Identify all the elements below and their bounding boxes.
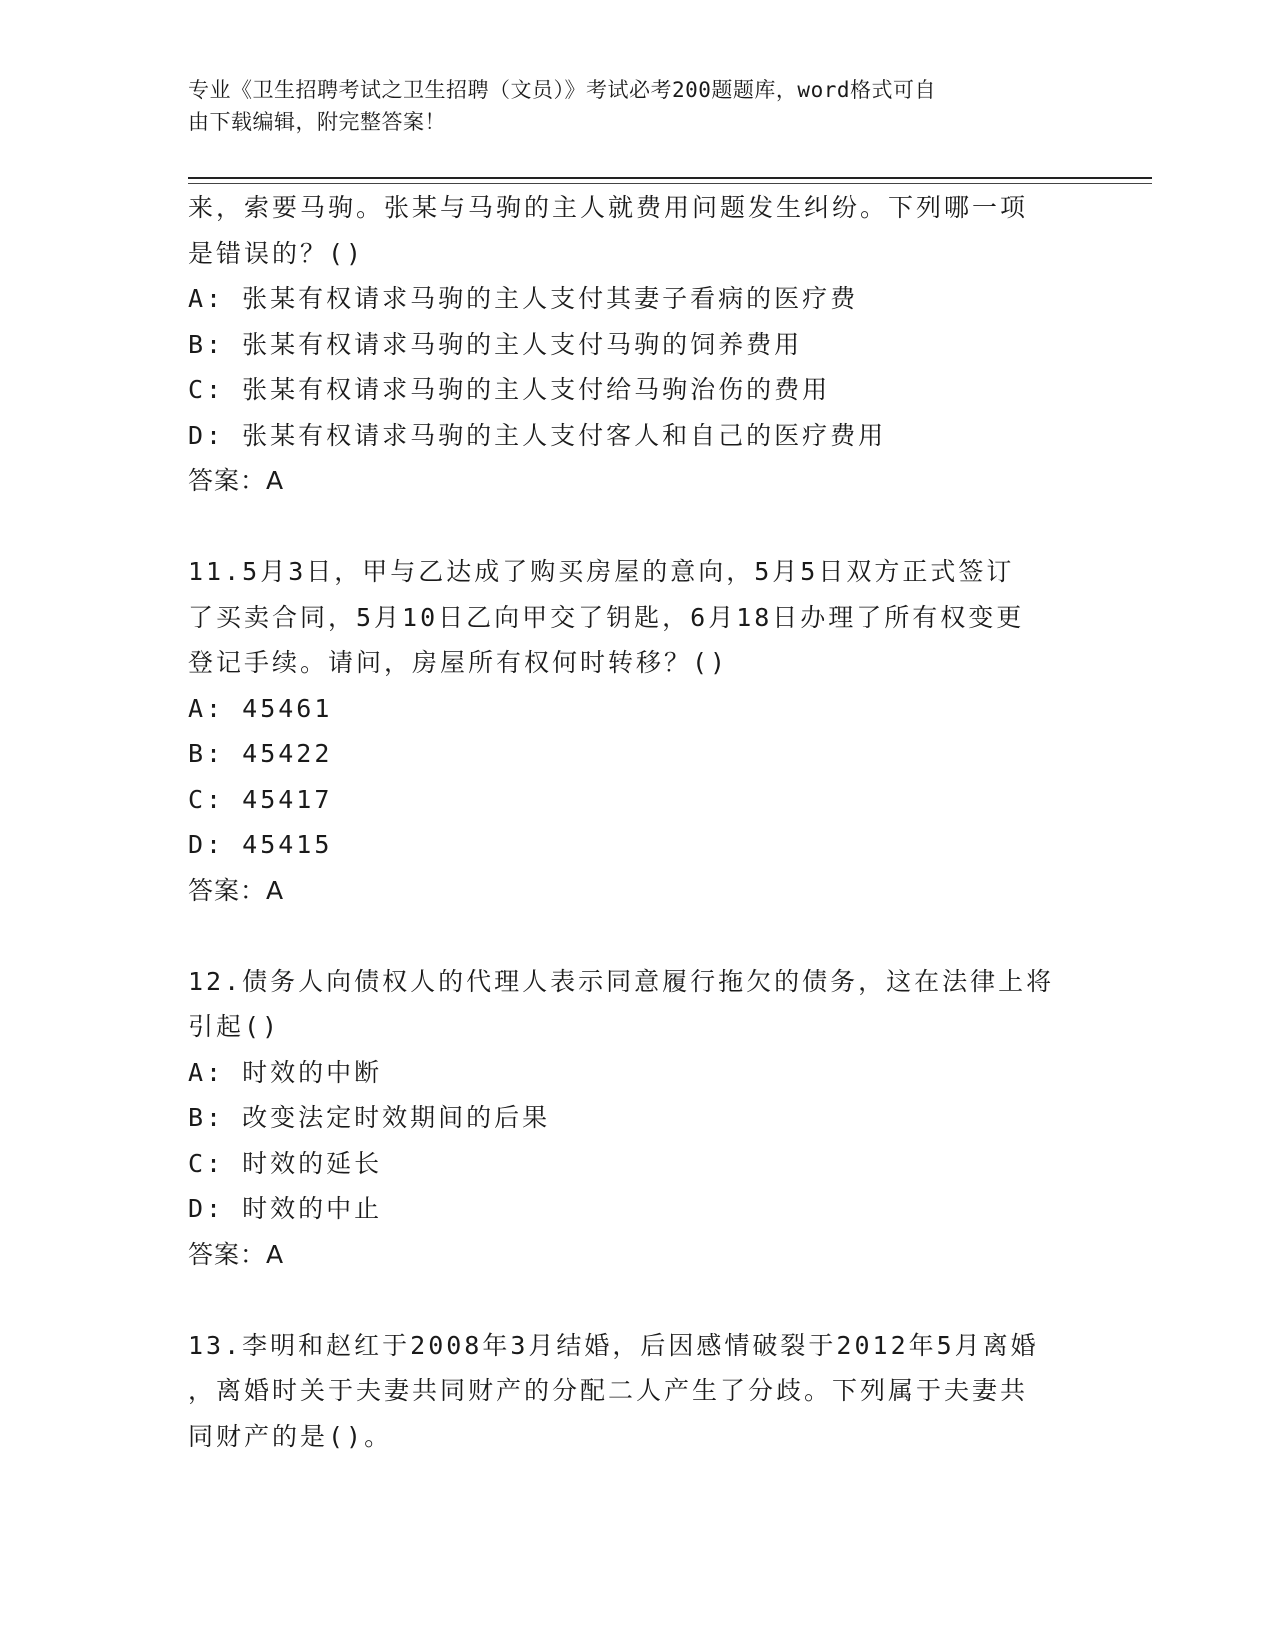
option-d: D: 张某有权请求马驹的主人支付客人和自己的医疗费用: [188, 420, 887, 450]
option-b: B: 45422: [188, 739, 333, 768]
question-stem-line: ，离婚时关于夫妻共同财产的分配二人产生了分歧。下列属于夫妻共: [188, 1376, 1029, 1405]
question-10: [188, 185, 1088, 504]
option-c: C: 时效的延长: [188, 1148, 383, 1178]
question-stem-line: 登记手续。请问，房屋所有权何时转移？(): [188, 648, 729, 677]
question-11: [188, 549, 1088, 913]
question-stem-line: 了买卖合同，5月10日乙向甲交了钥匙，6月18日办理了所有权变更: [188, 602, 1025, 632]
answer-line: 答案：A: [188, 1239, 285, 1269]
question-stem-line: 11.5月3日，甲与乙达成了购买房屋的意向，5月5日双方正式签订: [188, 557, 1015, 586]
question-stem-line: 引起(): [188, 1012, 281, 1041]
spacer: [188, 913, 1088, 959]
option-b: B: 张某有权请求马驹的主人支付马驹的饲养费用: [188, 329, 803, 359]
option-a: A: 45461: [188, 693, 333, 723]
option-c: C: 张某有权请求马驹的主人支付给马驹治伤的费用: [188, 375, 831, 404]
option-a: A: 时效的中断: [188, 1057, 383, 1087]
question-13: [188, 1323, 1088, 1460]
question-content: [188, 185, 1088, 1459]
option-c: C: 45417: [188, 784, 333, 814]
question-stem-line: 同财产的是()。: [188, 1421, 393, 1451]
question-stem-line: 是错误的？(): [188, 238, 365, 268]
header-line-2: 由下载编辑，附完整答案！: [188, 110, 446, 134]
answer-line: 答案：A: [188, 875, 285, 905]
question-stem-line: 12.债务人向债权人的代理人表示同意履行拖欠的债务，这在法律上将: [188, 966, 1055, 996]
option-d: D: 时效的中止: [188, 1194, 383, 1223]
option-a: A: 张某有权请求马驹的主人支付其妻子看病的医疗费: [188, 284, 859, 313]
answer-line: 答案：A: [188, 466, 285, 495]
option-b: B: 改变法定时效期间的后果: [188, 1103, 551, 1132]
spacer: [188, 1277, 1088, 1323]
document-header: [188, 74, 1068, 138]
question-stem-line: 来，索要马驹。张某与马驹的主人就费用问题发生纠纷。下列哪一项: [188, 193, 1029, 222]
spacer: [188, 504, 1088, 550]
header-divider-thick: [188, 177, 1152, 179]
header-divider-thin: [188, 183, 1152, 184]
question-12: [188, 959, 1088, 1278]
option-d: D: 45415: [188, 830, 333, 859]
question-stem-line: 13.李明和赵红于2008年3月结婚，后因感情破裂于2012年5月离婚: [188, 1330, 1039, 1360]
header-line-1: 专业《卫生招聘考试之卫生招聘（文员）》考试必考200题题库，word格式可自: [188, 78, 936, 102]
